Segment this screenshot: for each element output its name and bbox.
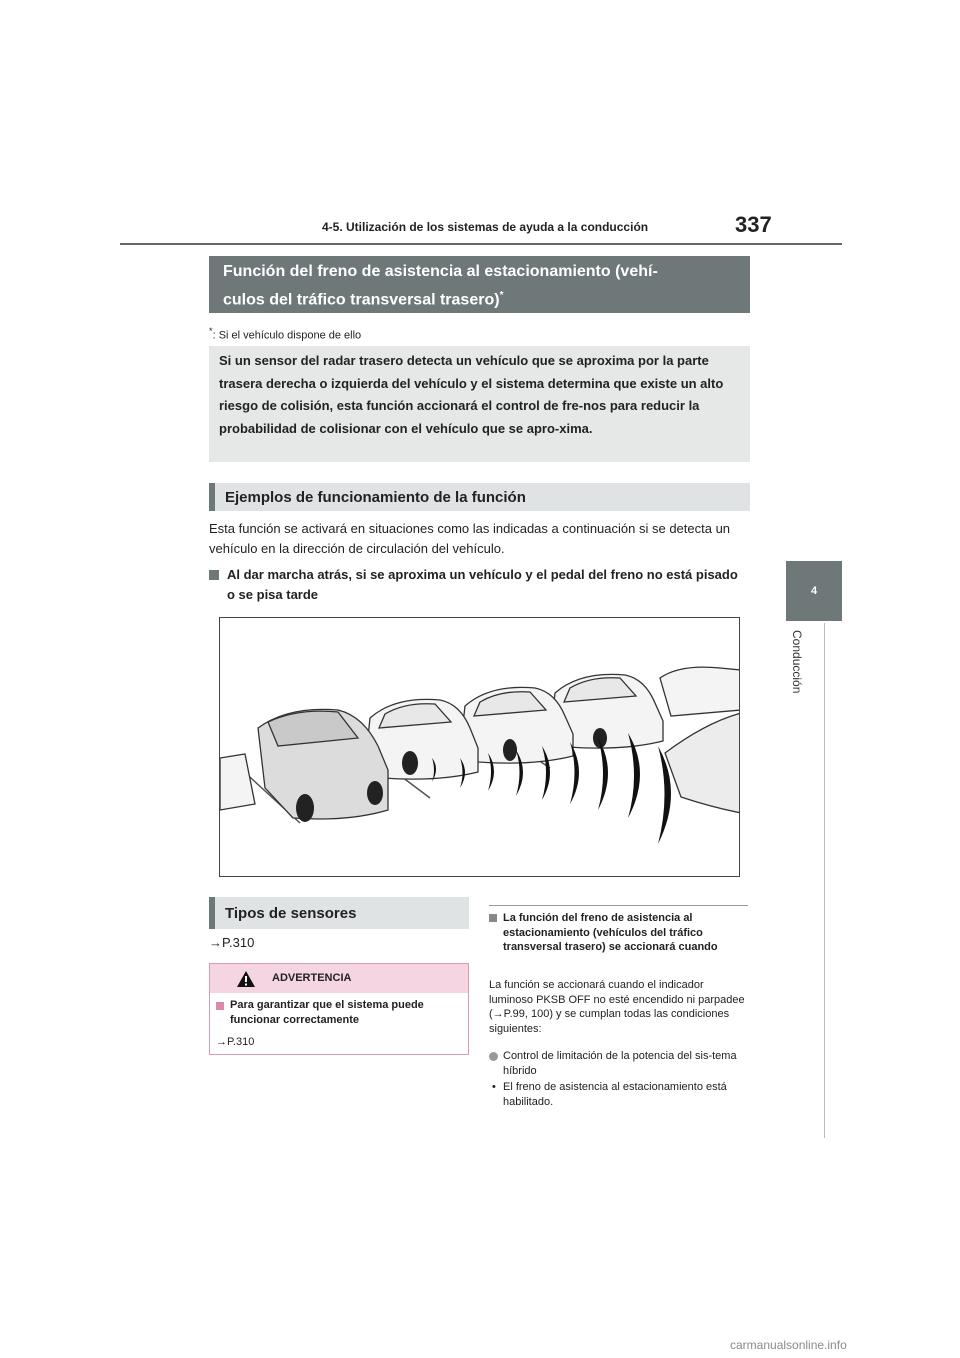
condition-item-text: Control de limitación de la potencia del sis-tema híbrido	[503, 1050, 737, 1077]
activation-heading-text: La función del freno de asistencia al estacionamiento (vehículos del tráfico transversal trasero) se accionará cuando	[503, 912, 718, 953]
title-footnote-marker: *	[499, 290, 504, 301]
circle-bullet-icon	[489, 1052, 498, 1061]
warning-reference-link[interactable]: →P.310	[216, 1036, 255, 1048]
condition-sub-item	[489, 1080, 749, 1109]
intro-box: Si un sensor del radar trasero detecta un vehículo que se aproxima por la parte trasera derecha o izquierda del vehículo y el sistema determina que existe un alto riesgo de colisión, esta función accionará el control de fre-nos para reducir la probabilidad de colisionar con el vehículo que se apro-xima.	[209, 346, 750, 462]
examples-heading-text: Ejemplos de funcionamiento de la función	[225, 488, 526, 506]
title-line-1: Función del freno de asistencia al estacionamiento (vehí-	[223, 263, 658, 280]
title-line-2: culos del tráfico transversal trasero)	[223, 291, 500, 309]
warning-subheading-text: Para garantizar que el sistema puede funcionar correctamente	[230, 999, 424, 1026]
watermark: carmanualsonline.info	[730, 1338, 847, 1352]
sensors-reference-link[interactable]: →P.310	[209, 935, 255, 950]
footnote	[209, 326, 361, 342]
activation-text: La función se accionará cuando el indicador luminoso PKSB OFF no esté encendido ni parpadee (→P.99, 100) y se cumplan todas las condiciones siguientes:	[489, 979, 745, 1035]
examples-paragraph: Esta función se activará en situaciones como las indicadas a continuación si se detecta un vehículo en la dirección de circulación del vehículo.	[209, 521, 731, 556]
square-bullet-icon	[489, 914, 497, 922]
chapter-tab[interactable]	[786, 561, 842, 621]
warning-triangle-icon	[236, 970, 256, 988]
sensors-heading	[209, 897, 469, 929]
activation-heading	[489, 911, 749, 955]
page-number: 337	[735, 212, 772, 237]
header-rule	[120, 243, 842, 245]
examples-bullet-text: Al dar marcha atrás, si se aproxima un vehículo y el pedal del freno no está pisado o se pisa tarde	[227, 567, 738, 602]
warning-subheading	[216, 998, 464, 1028]
side-divider	[824, 623, 825, 1138]
right-column-rule	[489, 905, 748, 906]
warning-box	[209, 963, 469, 1055]
main-title	[209, 256, 750, 313]
sub-bullet: •	[492, 1081, 496, 1093]
chapter-label: Conducción	[790, 630, 804, 694]
sensors-heading-text: Tipos de sensores	[225, 904, 357, 922]
examples-bullet	[209, 565, 749, 605]
section-title: 4-5. Utilización de los sistemas de ayuda a la conducción	[322, 220, 649, 234]
condition-sub-item-text: El freno de asistencia al estacionamiento está habilitado.	[503, 1081, 727, 1108]
examples-heading	[209, 483, 750, 511]
square-bullet-icon	[216, 1002, 224, 1010]
square-bullet-icon	[209, 570, 219, 580]
illustration-rear-cross-traffic	[219, 617, 740, 877]
warning-label: ADVERTENCIA	[272, 972, 352, 984]
condition-item	[489, 1049, 749, 1078]
chapter-number: 4	[810, 585, 818, 597]
footnote-text: : Si el vehículo dispone de ello	[212, 329, 362, 342]
footnote-marker: *	[209, 326, 213, 336]
parking-illustration	[220, 618, 740, 877]
